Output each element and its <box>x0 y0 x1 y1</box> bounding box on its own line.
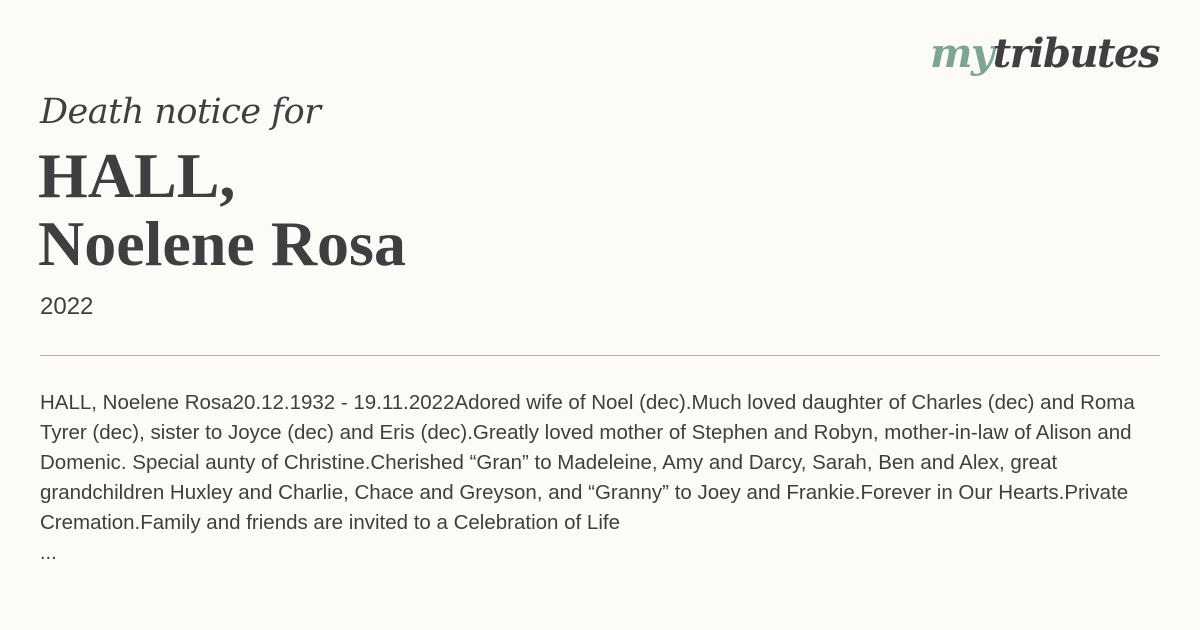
mytributes-logo[interactable] <box>930 30 1159 77</box>
logo-my-text: my <box>930 30 993 77</box>
notice-body: HALL, Noelene Rosa20.12.1932 - 19.11.2022Adored wife of Noel (dec).Much loved daughter of Charles (dec) and Roma Tyrer (dec), sister to Joyce (dec) and Eris (dec).Greatly loved mother of Stephen and Robyn, mother-in-law of Alison and Domenic. Special aunty of Christine.Cherished “Gran” to Madeleine, Amy and Darcy, Sarah, Ben and Alex, great grandchildren Huxley and Charlie, Chace and Greyson, and “Granny” to Joey and Frankie.Forever in Our Hearts.Private Cremation.Family and friends are invited to a Celebration of Life <box>40 391 1135 534</box>
divider <box>40 355 1160 356</box>
logo-tributes-text: tributes <box>992 30 1159 77</box>
deceased-name <box>38 142 406 278</box>
notice-year: 2022 <box>40 293 94 320</box>
deceased-surname: HALL, <box>38 140 236 211</box>
truncation-ellipsis: ... <box>40 542 57 564</box>
notice-kicker: Death notice for <box>40 92 321 132</box>
deceased-given-names: Noelene Rosa <box>38 208 406 279</box>
